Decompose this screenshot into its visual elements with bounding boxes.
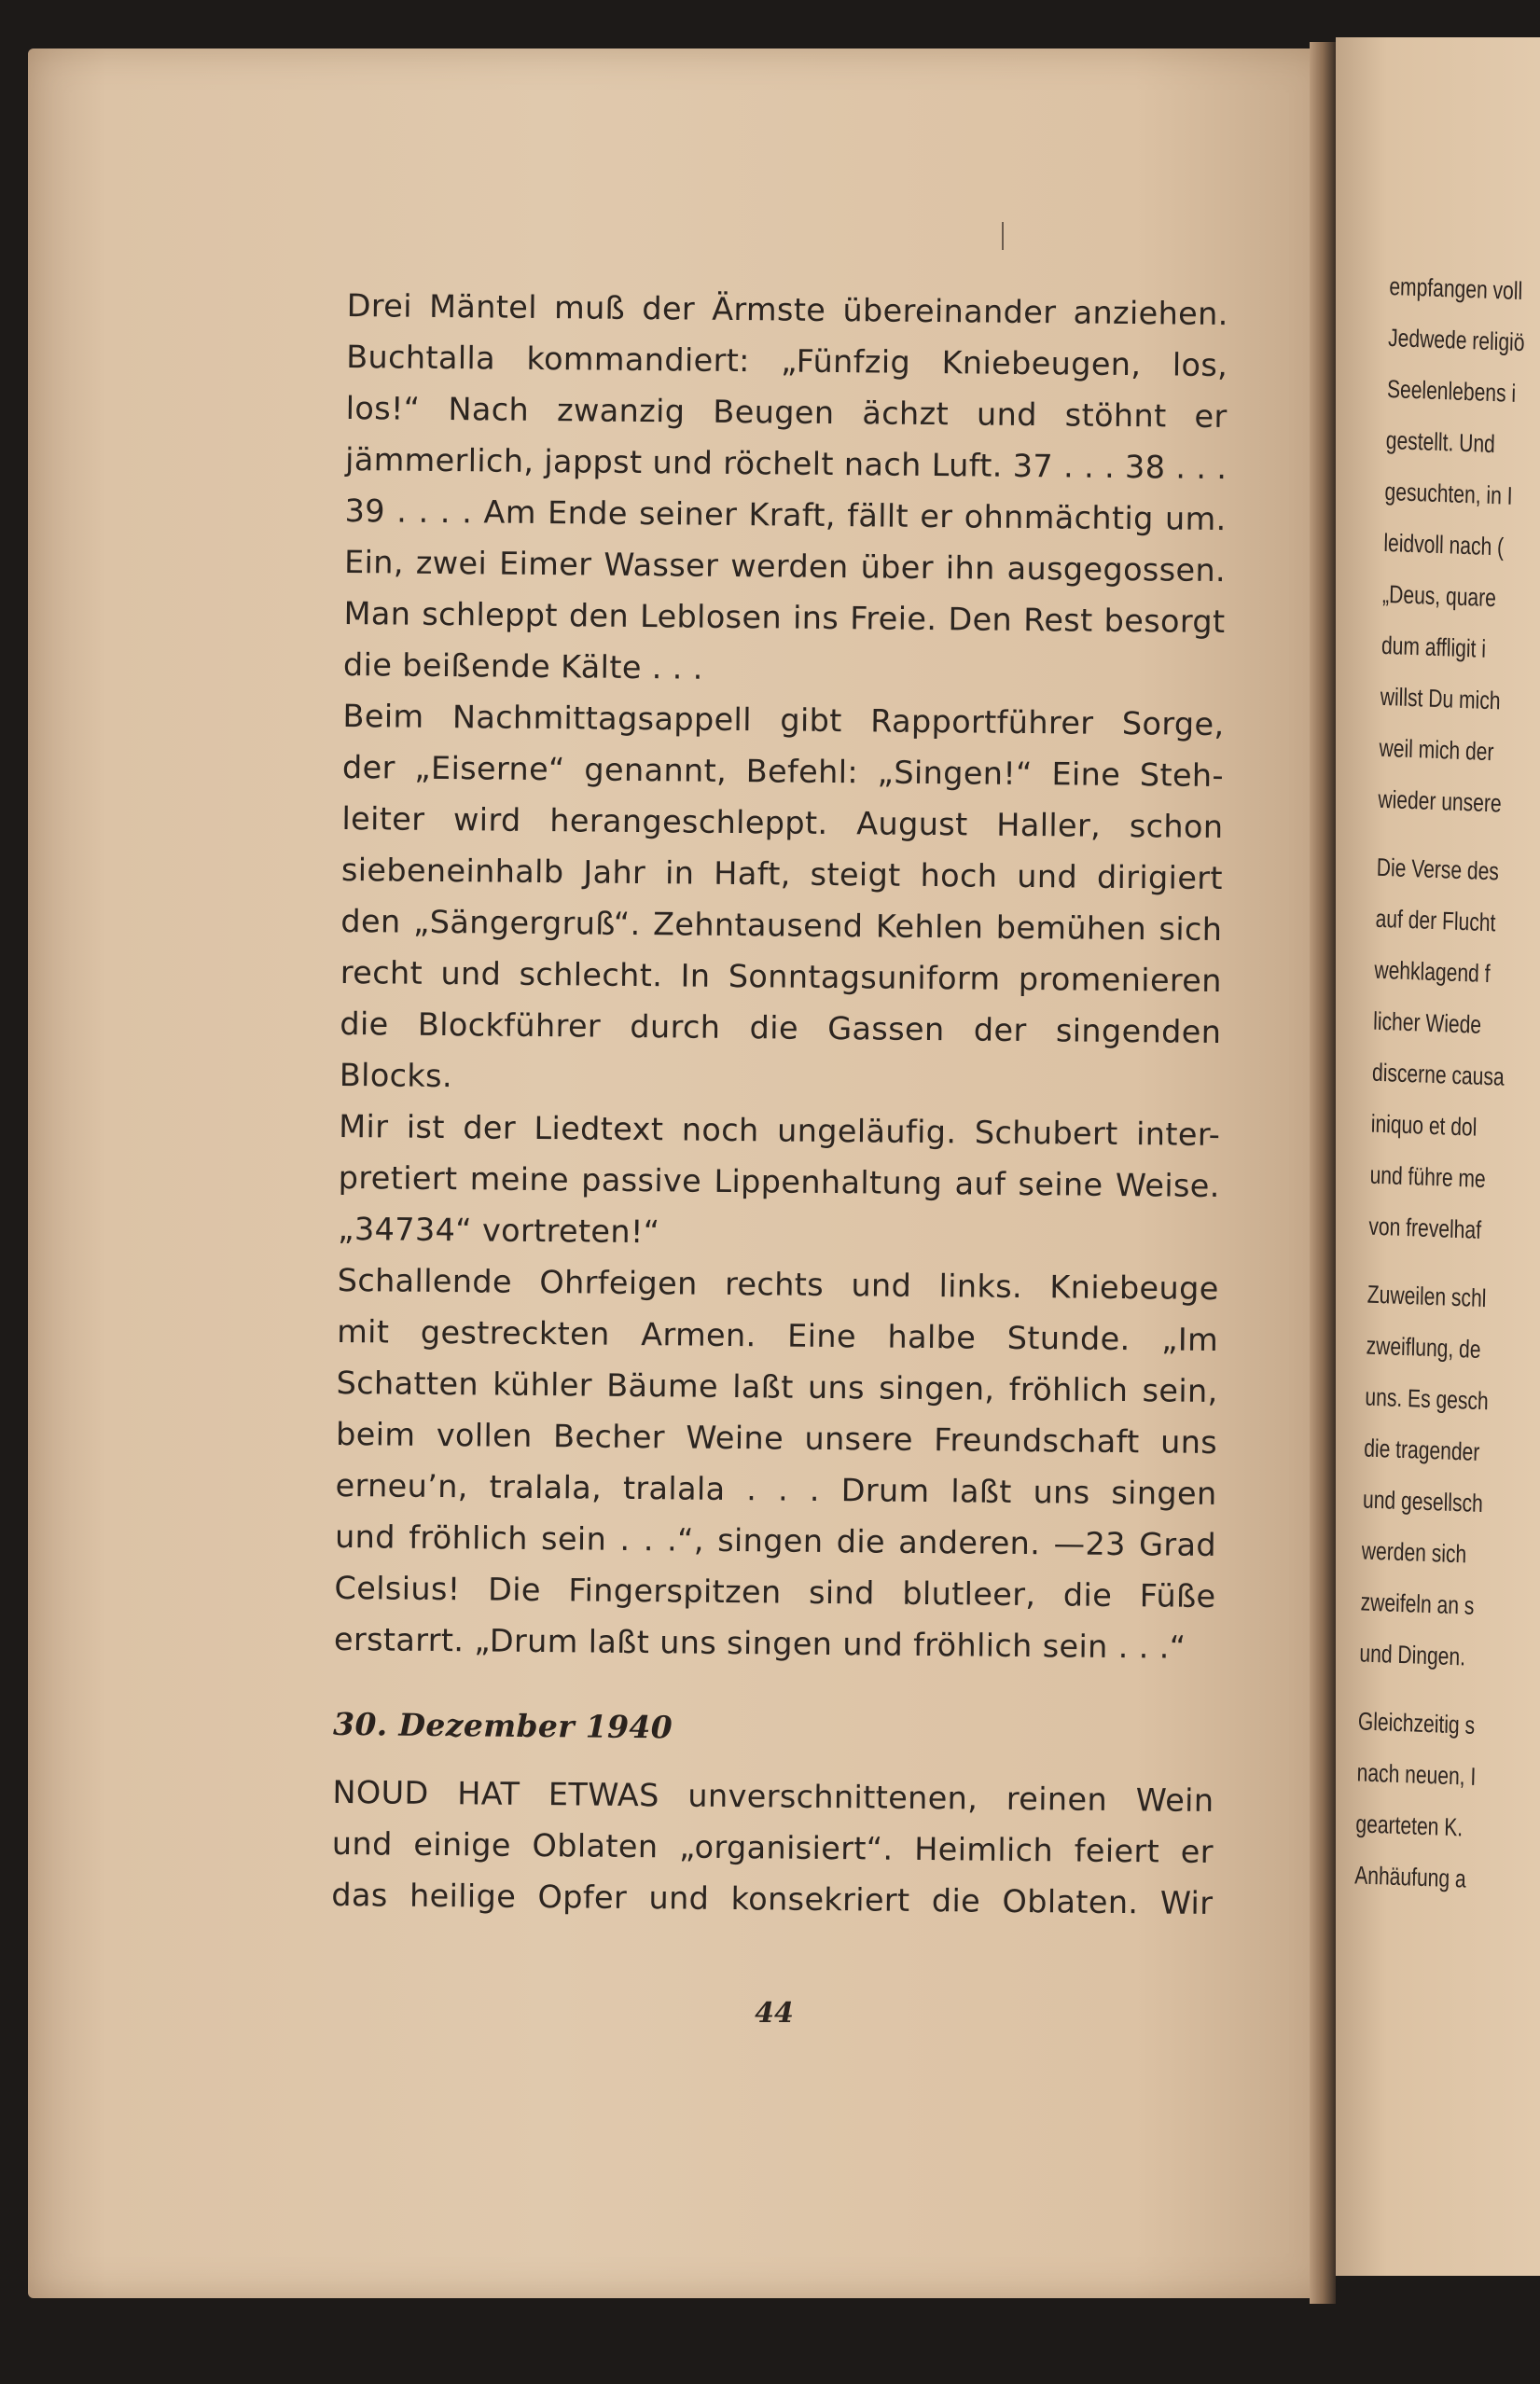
text-line: und fröhlich sein . . .“, singen die anderen. —23 Grad xyxy=(334,1518,1217,1564)
right-page-line: Gleichzeitig s xyxy=(1357,1707,1476,1739)
right-page-line: gesuchten, in I xyxy=(1384,477,1513,510)
right-page-line: iniquo et dol xyxy=(1370,1109,1478,1142)
left-page-body-text xyxy=(331,280,1228,1929)
right-page-line: wehklagend f xyxy=(1374,955,1491,989)
right-page-line: discerne causa xyxy=(1371,1058,1505,1091)
text-line: pretiert meine passive Lippenhaltung auf seine Weise. xyxy=(338,1158,1220,1205)
right-page-line: uns. Es gesch xyxy=(1365,1382,1490,1416)
book-gutter xyxy=(1310,42,1336,2304)
text-line: der „Eiserne“ genannt, Befehl: „Singen!“ Eine Steh- xyxy=(341,748,1225,795)
text-line: beim vollen Becher Weine unsere Freundschaft uns xyxy=(335,1415,1218,1462)
text-line: Ein, zwei Eimer Wasser werden über ihn ausgegossen. xyxy=(343,543,1227,589)
right-page-line: von frevelhaf xyxy=(1368,1212,1482,1244)
right-page-line: weil mich der xyxy=(1379,733,1494,767)
right-page-line: dum affligit i xyxy=(1380,631,1487,663)
text-line: erstarrt. „Drum laßt uns singen und fröhlich sein . . .“ xyxy=(333,1620,1186,1666)
right-page-line: Anhäufung a xyxy=(1353,1861,1467,1893)
right-page-line: „Deus, quare xyxy=(1381,579,1497,613)
right-page-line: und gesellsch xyxy=(1362,1485,1484,1518)
text-line: los!“ Nach zwanzig Beugen ächzt und stöhnt er xyxy=(345,389,1228,436)
text-line: Schallende Ohrfeigen rechts und links. Kniebeuge xyxy=(337,1261,1219,1308)
text-line: „34734“ vortreten!“ xyxy=(338,1210,660,1251)
right-page-line: Seelenlebens i xyxy=(1386,374,1517,408)
text-line: leiter wird herangeschleppt. August Haller, schon xyxy=(341,799,1224,846)
right-page-line: und Dingen. xyxy=(1359,1639,1466,1671)
text-line: Blocks. xyxy=(339,1056,453,1095)
text-line: Buchtalla kommandiert: „Fünfzig Kniebeugen, los, xyxy=(346,338,1228,384)
text-line: Schatten kühler Bäume laßt uns singen, fröhlich sein, xyxy=(336,1364,1218,1410)
right-page-line: und führe me xyxy=(1369,1160,1487,1194)
text-line: Drei Mäntel muß der Ärmste übereinander anziehen. xyxy=(346,286,1228,333)
text-line: mit gestreckten Armen. Eine halbe Stunde. „Im xyxy=(336,1312,1219,1359)
diary-entry-date: 30. Dezember 1940 xyxy=(332,1705,673,1746)
right-page-line: Zuweilen schl xyxy=(1367,1280,1487,1313)
text-line: und einige Oblaten „organisiert“. Heimlich feiert er xyxy=(331,1824,1214,1870)
text-line: erneu’n, tralala, tralala . . . Drum laßt uns singen xyxy=(335,1466,1217,1513)
right-page-line: zweifeln an s xyxy=(1360,1587,1475,1620)
text-line: Man schleppt den Leblosen ins Freie. Den Rest besorgt xyxy=(343,594,1226,641)
text-line: den „Sängergruß“. Zehntausend Kehlen bemühen sich xyxy=(340,902,1223,949)
right-page-line: auf der Flucht xyxy=(1375,904,1496,937)
right-page-line: licher Wiede xyxy=(1372,1006,1482,1039)
text-line: die beißende Kälte . . . xyxy=(342,645,703,686)
right-page-line: willst Du mich xyxy=(1380,682,1501,715)
right-page-line: Jedwede religiö xyxy=(1387,323,1525,357)
text-line: NOUD HAT ETWAS unverschnittenen, reinen Wein xyxy=(332,1773,1214,1819)
right-page-line: gearteten K. xyxy=(1355,1809,1464,1842)
right-page-line: zweiflung, de xyxy=(1366,1331,1481,1364)
right-page-line: leidvoll nach ( xyxy=(1383,528,1505,561)
text-line: Celsius! Die Fingerspitzen sind blutleer, die Füße xyxy=(334,1569,1216,1615)
text-line: Beim Nachmittagsappell gibt Rapportführer Sorge, xyxy=(342,697,1225,743)
text-line: Mir ist der Liedtext noch ungeläufig. Schubert inter- xyxy=(339,1107,1221,1154)
right-page-line: werden sich xyxy=(1361,1536,1467,1569)
right-page-line: die tragender xyxy=(1363,1434,1480,1466)
text-line: siebeneinhalb Jahr in Haft, steigt hoch und dirigiert xyxy=(340,851,1224,897)
right-page-line: gestellt. Und xyxy=(1385,425,1496,459)
page-number: 44 xyxy=(755,1997,794,2030)
right-page-line: empfangen voll xyxy=(1389,271,1523,306)
right-page-line: wieder unsere xyxy=(1378,784,1502,818)
text-line: 39 . . . . Am Ende seiner Kraft, fällt er ohnmächtig um. xyxy=(344,492,1227,538)
text-line: recht und schlecht. In Sonntagsuniform promenieren xyxy=(340,953,1223,1000)
right-page-line: nach neuen, I xyxy=(1356,1758,1477,1791)
text-line: jämmerlich, jappst und röchelt nach Luft. 37 . . . 38 . . . xyxy=(344,440,1228,487)
text-line: die Blockführer durch die Gassen der singenden xyxy=(340,1005,1222,1051)
page-mark xyxy=(1002,222,1004,250)
text-line: das heilige Opfer und konsekriert die Oblaten. Wir xyxy=(331,1876,1214,1921)
right-page-line: Die Verse des xyxy=(1376,852,1500,886)
